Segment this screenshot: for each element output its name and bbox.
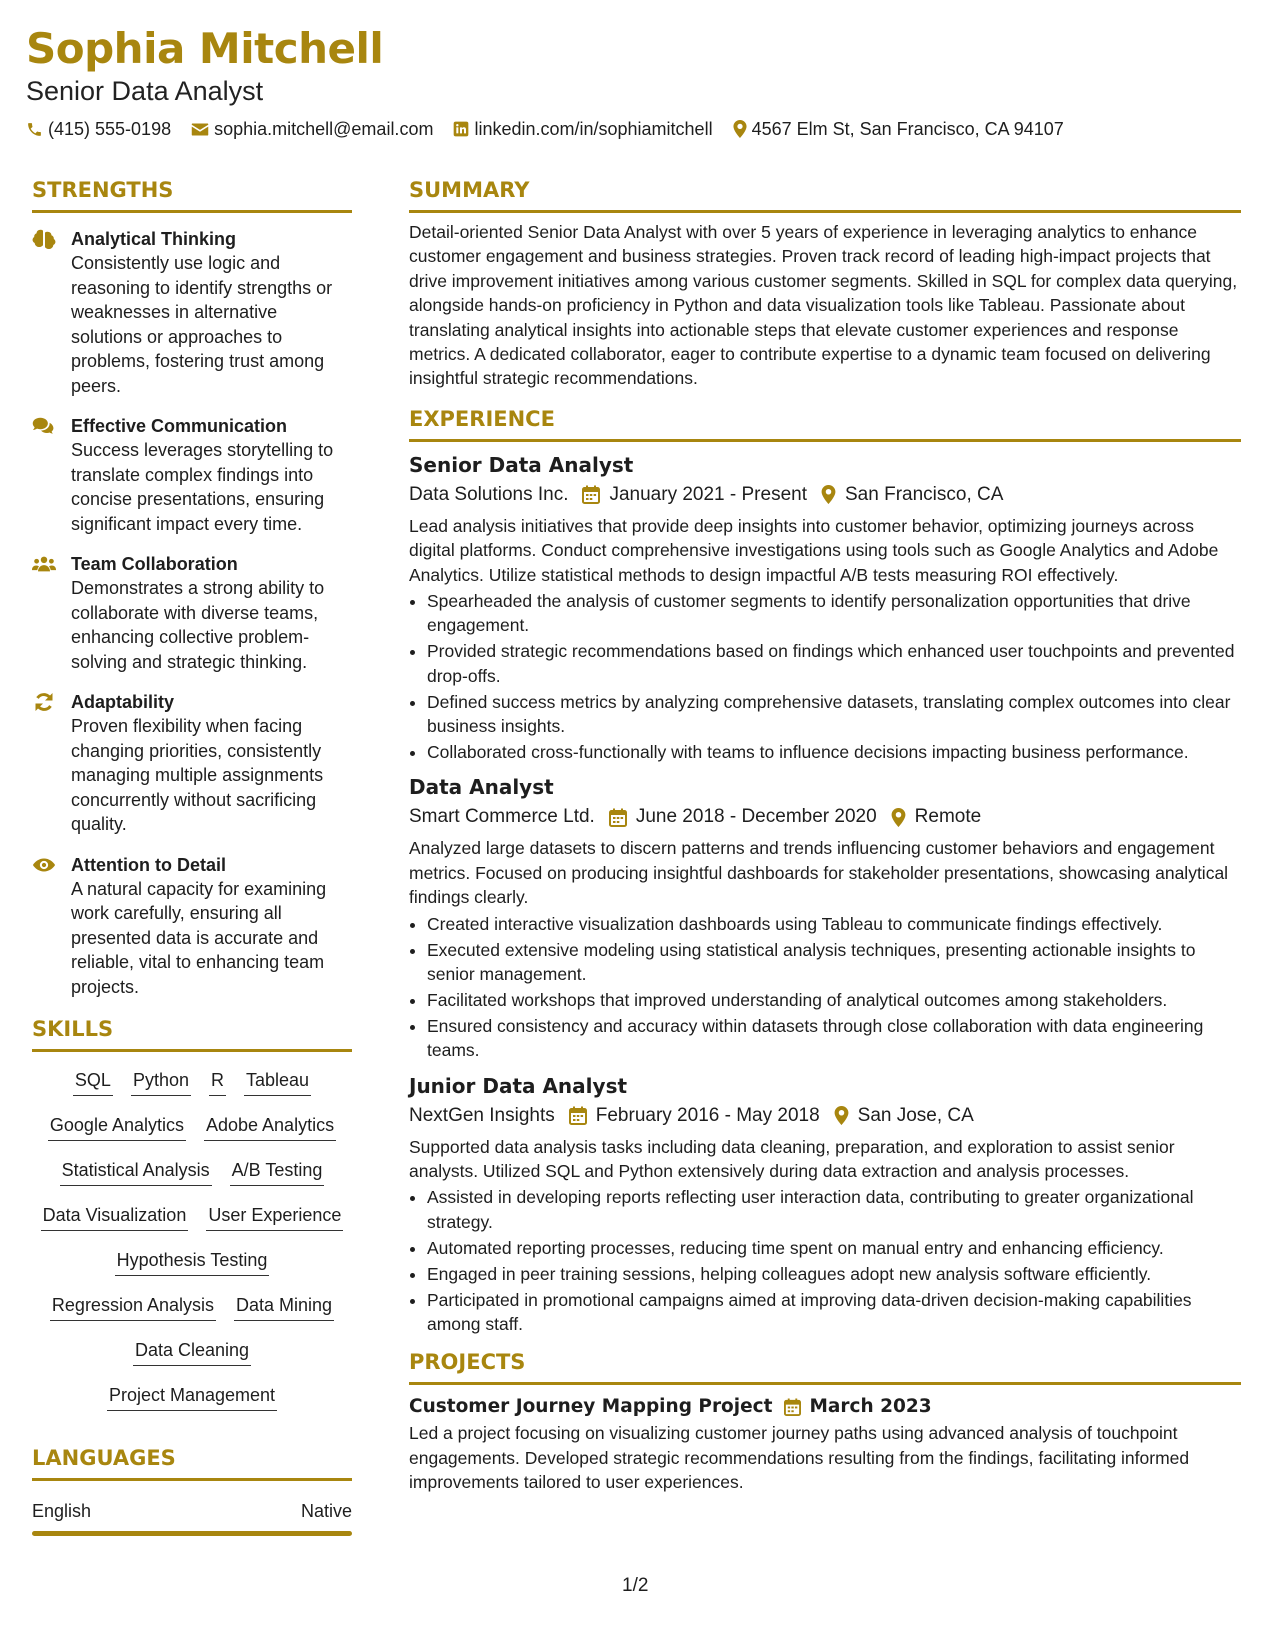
skills-section [32,1015,352,1428]
strength-desc: Proven flexibility when facing changing priorities, consistently managing multiple assignments concurrently without sacrificing quality. [71,716,324,834]
skill-tag: Statistical Analysis [60,1158,212,1186]
experience-section [409,405,1241,1336]
skill-tag: SQL [73,1068,113,1096]
strength-title: Attention to Detail [71,854,226,875]
linkedin-icon [453,121,469,137]
section-divider [409,210,1241,213]
job-bullets [409,1185,1241,1336]
right-column [409,176,1241,1495]
skills-row [32,1248,352,1293]
skill-tag: R [209,1068,226,1096]
skills-row [32,1383,352,1428]
skill-tag: Python [131,1068,191,1096]
projects-section [409,1348,1241,1494]
job-company: Smart Commerce Ltd. [409,806,595,828]
contact-email[interactable] [191,118,433,140]
email-text: sophia.mitchell@email.com [214,119,434,139]
contact-phone[interactable] [26,118,171,140]
skill-tag: Hypothesis Testing [115,1248,270,1276]
calendar-icon [582,485,600,504]
job-dates: February 2016 - May 2018 [595,1104,820,1126]
strength-desc: A natural capacity for examining work carefully, ensuring all presented data is accurate and reliable, vital to enhancing team projects. [71,878,327,997]
map-pin-icon [891,808,906,827]
skills-row [32,1068,352,1113]
job-bullet: • Facilitated workshops that improved understanding of analytical outcomes among stakeholders. [427,988,1241,1012]
phone-icon [26,121,43,138]
job-location: Remote [914,806,982,828]
map-pin-icon [733,120,747,138]
job-company: Data Solutions Inc. [409,483,569,505]
job-title: Senior Data Analyst [409,452,634,477]
strength-desc: Demonstrates a strong ability to collaborate with diverse teams, enhancing collective problem-solving and strategic thinking. [71,578,325,672]
brain-icon [32,229,56,249]
strength-desc: Success leverages storytelling to translate complex findings into concise presentations, ensuring significant impact every time. [71,440,334,534]
language-name: English [32,1501,92,1521]
job-entry [409,450,1241,765]
job-description: Lead analysis initiatives that provide deep insights into customer behavior, optimizing journeys across digital platforms. Conduct comprehensive investigations using tools such as Google Analytics and Adobe Analytics. Utilize statistical methods to design impactful A/B tests measuring ROI effectively. [409,515,1219,585]
language-proficiency-fill [32,1531,352,1536]
left-column [32,176,352,1536]
strength-title: Team Collaboration [71,554,238,574]
calendar-icon [609,808,627,827]
job-bullet: • Automated reporting processes, reducing time spent on manual entry and enhancing efficiency. [427,1236,1241,1260]
strength-item [32,552,352,674]
job-entry [409,772,1241,1062]
skills-row [32,1158,352,1203]
resume-header [26,22,1246,140]
skill-tag: Data Cleaning [133,1338,251,1366]
job-location: San Jose, CA [857,1104,974,1126]
job-dates: June 2018 - December 2020 [635,806,877,828]
job-bullets [409,912,1241,1063]
language-item [32,1499,352,1523]
job-bullet: • Collaborated cross-functionally with teams to influence decisions impacting business performance. [427,740,1241,764]
strength-title: Analytical Thinking [71,229,237,249]
strength-desc: Consistently use logic and reasoning to identify strengths or weaknesses in alternative solutions or approaches to problems, fostering trust among peers. [71,253,333,396]
calendar-icon [569,1106,587,1125]
job-bullet: • Created interactive visualization dashboards using Tableau to communicate findings effectively. [427,912,1241,936]
languages-heading: LANGUAGES [32,1446,176,1470]
job-bullet: • Assisted in developing reports reflecting user interaction data, contributing to greater organizational strategy. [427,1185,1241,1234]
users-icon [32,554,56,574]
job-dates-wrap [609,802,877,832]
job-dates: January 2021 - Present [609,483,807,505]
job-location-wrap [834,1101,974,1131]
strength-title: Effective Communication [71,416,288,436]
job-company: NextGen Insights [409,1104,555,1126]
strength-item [32,690,352,837]
calendar-icon [784,1398,801,1416]
skill-tag: Adobe Analytics [204,1113,336,1141]
contact-address [733,118,1064,140]
job-bullet: • Spearheaded the analysis of customer segments to identify personalization opportunities that drive engagement. [427,589,1241,638]
summary-section [409,176,1241,391]
contact-bar [26,118,1246,140]
refresh-icon [32,692,56,712]
summary-text: Detail-oriented Senior Data Analyst with over 5 years of experience in leveraging analytics to enhance customer engagement and business strategies. Proven track record of leading high-impact projects that drive improvement initiatives among various customer segments. Skilled in SQL for complex data querying, alongside hands-on proficiency in Python and data visualization tools like Tableau. Passionate about translating analytical insights into actionable steps that elevate customer experiences and response metrics. A dedicated collaborator, eager to contribute expertise to a dynamic team focused on delivering insightful strategic recommendations. [409,222,1238,389]
strength-title: Adaptability [71,692,175,712]
skill-tag: Data Visualization [41,1203,189,1231]
job-bullet: • Executed extensive modeling using statistical analysis techniques, presenting actionable insights to senior management. [427,938,1241,987]
skill-tag: Tableau [244,1068,311,1096]
address-text: 4567 Elm St, San Francisco, CA 94107 [751,119,1064,139]
comments-icon [32,416,56,436]
job-bullet: • Participated in promotional campaigns aimed at improving data-driven decision-making capabilities among staff. [427,1288,1241,1337]
candidate-name: Sophia Mitchell [26,24,384,73]
project-date: March 2023 [809,1396,932,1418]
map-pin-icon [821,485,836,504]
job-location-wrap [821,480,1003,510]
job-entry [409,1071,1241,1337]
candidate-title: Senior Data Analyst [26,76,264,106]
job-title: Data Analyst [409,775,554,800]
job-meta [409,1101,1241,1131]
experience-heading: EXPERIENCE [409,406,555,431]
job-bullet: • Defined success metrics by analyzing comprehensive datasets, translating complex outcomes into clear business insights. [427,690,1241,739]
job-bullets [409,589,1241,764]
strengths-section [32,176,352,999]
strength-item [32,227,352,398]
skill-tag: User Experience [206,1203,343,1231]
project-title: Customer Journey Mapping Project [409,1396,773,1418]
job-description: Analyzed large datasets to discern patterns and trends influencing customer behaviors and engagement metrics. Focused on producing insightful dashboards for stakeholder presentations, showcasing analytical findings clearly. [409,838,1229,908]
skill-tag: Data Mining [234,1293,334,1321]
job-dates-wrap [569,1101,820,1131]
map-pin-icon [834,1106,849,1125]
contact-linkedin[interactable] [453,118,712,140]
projects-heading: PROJECTS [409,1350,526,1375]
section-divider [409,439,1241,442]
job-meta [409,480,1241,510]
section-divider [409,1382,1241,1385]
language-proficiency-bar [32,1531,352,1536]
language-level: Native [300,1501,352,1521]
skills-row [32,1293,352,1338]
job-description: Supported data analysis tasks including data cleaning, preparation, and exploration to assist senior analysts. Utilized SQL and Python extensively during data extraction and analysis processes. [409,1136,1175,1181]
skill-tag: Regression Analysis [50,1293,216,1321]
skill-tag: Project Management [107,1383,277,1411]
strengths-heading: STRENGTHS [32,178,174,202]
skill-tag: Google Analytics [48,1113,186,1141]
strength-item [32,414,352,536]
skill-tag: A/B Testing [230,1158,325,1186]
summary-heading: SUMMARY [409,178,530,202]
envelope-icon [191,122,209,137]
job-dates-wrap [582,480,807,510]
linkedin-text: linkedin.com/in/sophiamitchell [474,119,713,139]
job-title: Junior Data Analyst [409,1073,628,1098]
project-description: Led a project focusing on visualizing customer journey paths using advanced analysis of touchpoint engagements. Developed strategic recommendations resulting from the findings, facilitating informed improvements tailored to user experiences. [409,1423,1190,1493]
skills-heading: SKILLS [32,1017,114,1041]
job-bullet: • Ensured consistency and accuracy within datasets through close collaboration with data engineering teams. [427,1014,1241,1063]
job-bullet: • Engaged in peer training sessions, helping colleagues adopt new analysis software efficiently. [427,1262,1241,1286]
job-location: San Francisco, CA [845,483,1004,505]
skills-row [32,1113,352,1158]
job-location-wrap [891,802,982,832]
skills-row [32,1338,352,1383]
page-number: 1/2 [622,1575,649,1596]
strength-item [32,853,352,1000]
phone-text: (415) 555-0198 [48,119,172,139]
languages-section [32,1444,352,1536]
project-header [409,1393,1241,1421]
job-meta [409,802,1241,832]
skills-row [32,1203,352,1248]
eye-icon [32,855,56,875]
job-bullet: • Provided strategic recommendations based on findings which enhanced user touchpoints and prevented drop-offs. [427,639,1241,688]
